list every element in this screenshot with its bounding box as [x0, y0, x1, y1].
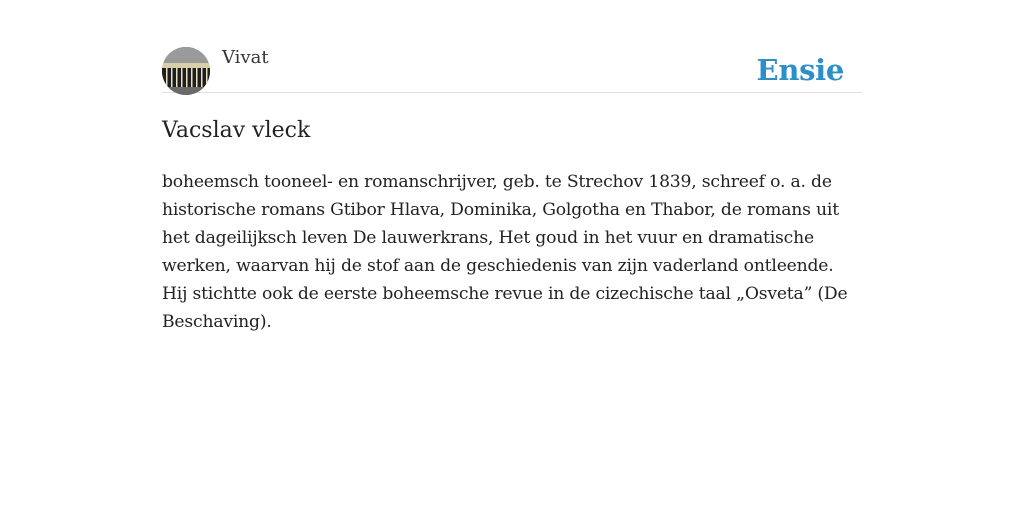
entry-header	[162, 0, 862, 93]
entry-title: Vacslav vleck	[162, 118, 311, 143]
entry-text: boheemsch tooneel- en romanschrijver, geb. te Strechov 1839, schreef o. a. de historische romans Gtibor Hlava, Dominika, Golgotha en Thabor, de romans uit het dageilijksch leven De lauwerkrans, Het goud in het vuur en dramatische werken, waarvan hij de stof aan de geschiedenis van zijn vaderland ontleende. Hij stichtte ook de eerste boheemsche revue in de cizechische taal „Osveta” (De Beschaving).	[162, 172, 848, 332]
book-spines-icon[interactable]	[162, 47, 210, 95]
entry-page	[162, 0, 862, 332]
source-name[interactable]: Vivat	[222, 47, 269, 68]
brand-logo[interactable]: Ensie	[756, 53, 844, 87]
